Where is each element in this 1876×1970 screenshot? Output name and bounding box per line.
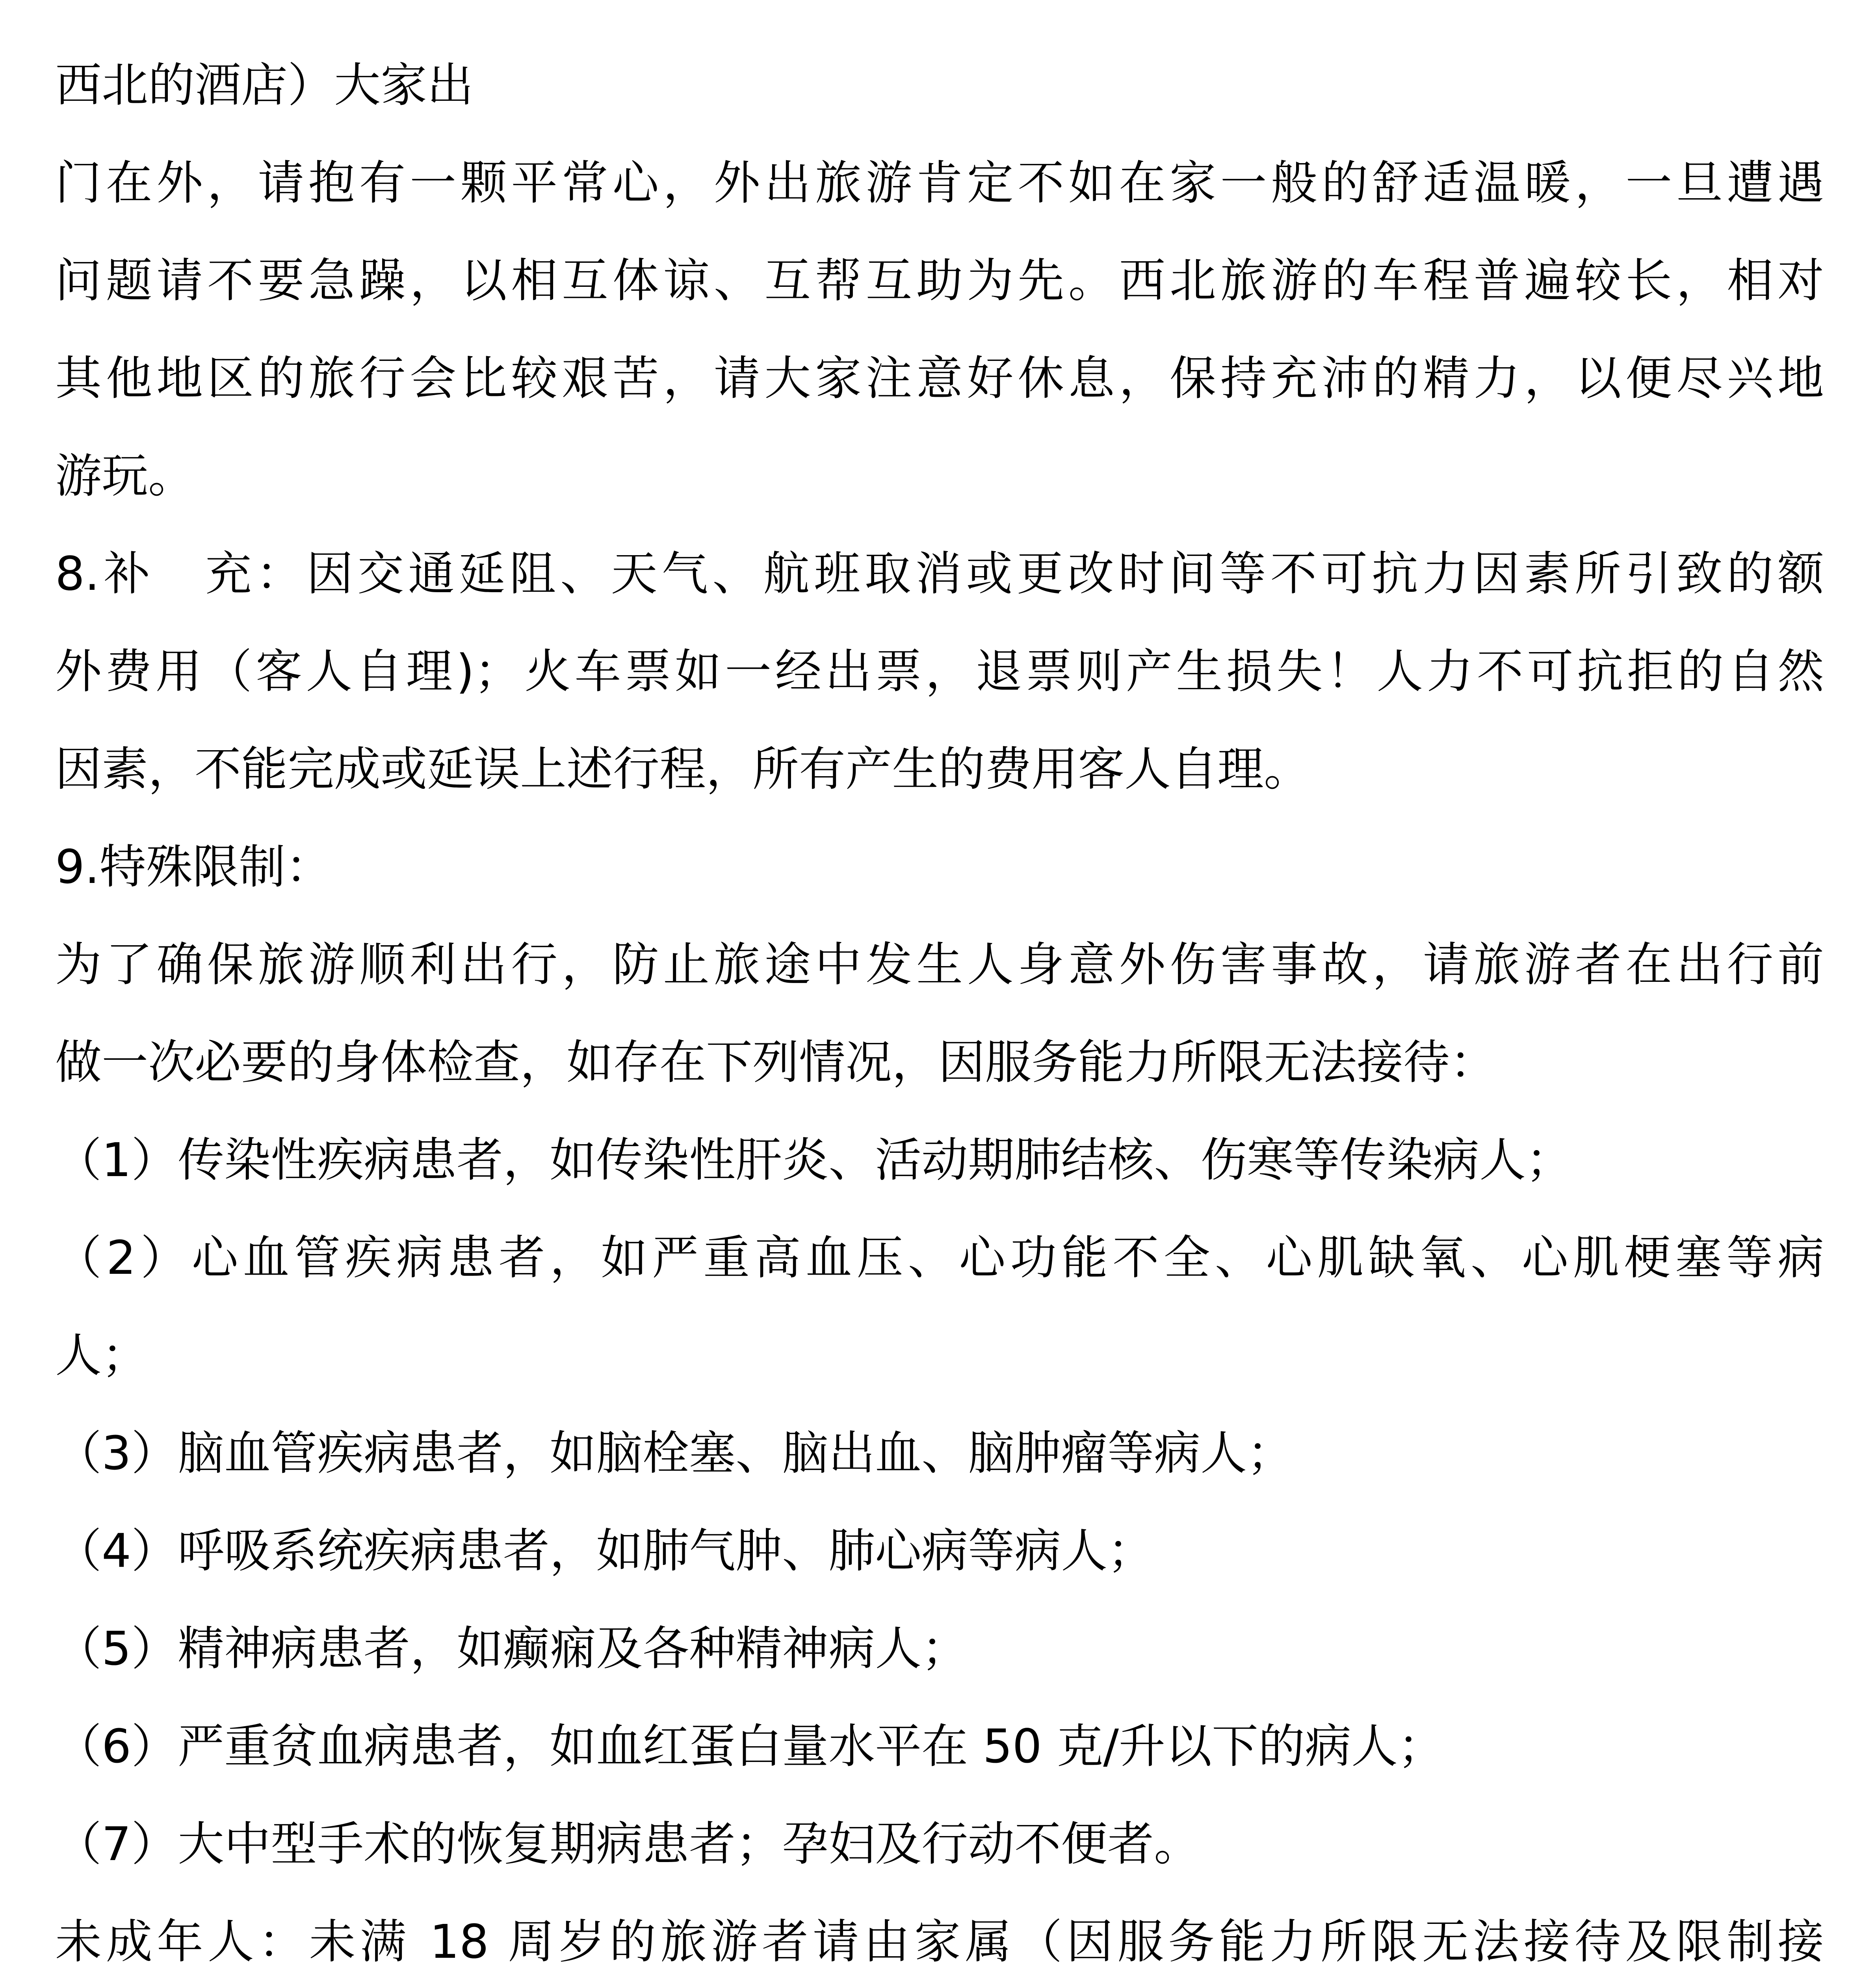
list-item-continuation: 人； <box>55 1328 149 1383</box>
document-body <box>55 36 1824 1970</box>
list-item: （7）大中型手术的恢复期病患者；孕妇及行动不便者。 <box>55 1817 1201 1871</box>
text-line: 未成年人：未满 18 周岁的旅游者请由家属（因服务能力所限无法接待及限制接 <box>55 1914 1824 1969</box>
list-item: （6）严重贫血病患者，如血红蛋白量水平在 50 克/升以下的病人； <box>55 1719 1444 1773</box>
list-item: （1）传染性疾病患者，如传染性肝炎、活动期肺结核、伤寒等传染病人； <box>55 1133 1573 1187</box>
list-item: （2）心血管疾病患者，如严重高血压、心功能不全、心肌缺氧、心肌梗塞等病 <box>55 1230 1824 1285</box>
list-item: （3）脑血管疾病患者，如脑栓塞、脑出血、脑肿瘤等病人； <box>55 1426 1294 1480</box>
text-line: 因素，不能完成或延误上述行程，所有产生的费用客人自理。 <box>55 742 1311 796</box>
text-line: 西北的酒店）大家出 <box>55 58 474 112</box>
text-line: 为了确保旅游顺利出行，防止旅途中发生人身意外伤害事故，请旅游者在出行前 <box>55 937 1824 992</box>
text-line: 8.补 充：因交通延阻、天气、航班取消或更改时间等不可抗力因素所引致的额 <box>55 546 1824 601</box>
list-item: （4）呼吸系统疾病患者，如肺气肿、肺心病等病人； <box>55 1524 1154 1578</box>
list-item: （5）精神病患者，如癫痫及各种精神病人； <box>55 1621 968 1676</box>
text-line: 游玩。 <box>55 449 195 503</box>
text-line: 做一次必要的身体检查，如存在下列情况，因服务能力所限无法接待： <box>55 1035 1497 1089</box>
text-line: 其他地区的旅行会比较艰苦，请大家注意好休息，保持充沛的精力，以便尽兴地 <box>55 351 1824 405</box>
text-line: 门在外，请抱有一颗平常心，外出旅游肯定不如在家一般的舒适温暖，一旦遭遇 <box>55 156 1824 210</box>
section-heading: 9.特殊限制： <box>55 840 332 894</box>
text-line: 问题请不要急躁，以相互体谅、互帮互助为先。西北旅游的车程普遍较长，相对 <box>55 253 1824 308</box>
text-line: 外费用（客人自理)；火车票如一经出票，退票则产生损失！人力不可抗拒的自然 <box>55 644 1824 699</box>
